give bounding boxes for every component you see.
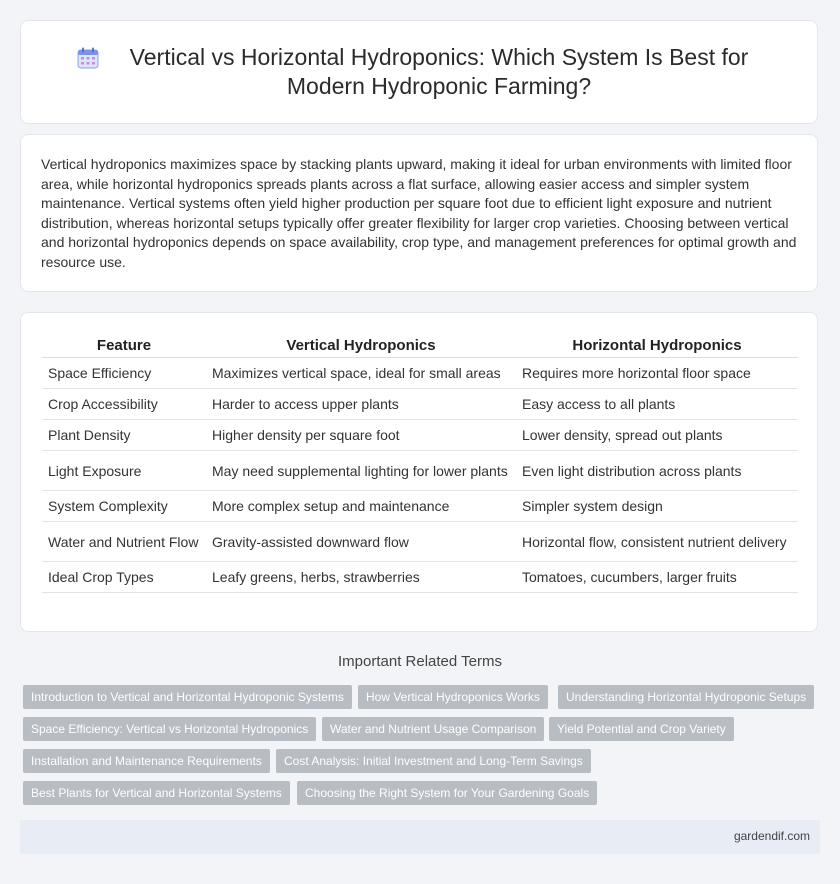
- table-row: [42, 420, 798, 451]
- footer: [20, 820, 820, 854]
- feature-cell: System Complexity: [42, 491, 206, 522]
- vertical-cell: Higher density per square foot: [206, 420, 516, 451]
- vertical-cell: Leafy greens, herbs, strawberries: [206, 562, 516, 593]
- feature-cell: Ideal Crop Types: [42, 562, 206, 593]
- vertical-cell: Maximizes vertical space, ideal for small areas: [206, 358, 516, 389]
- table-row: [42, 562, 798, 593]
- related-terms-heading: Important Related Terms: [338, 653, 502, 670]
- related-term-link[interactable]: Cost Analysis: Initial Investment and Long-Term Savings: [276, 749, 591, 773]
- header-feature: Feature: [42, 333, 206, 358]
- feature-cell: Water and Nutrient Flow: [42, 522, 206, 562]
- table-row: [42, 358, 798, 389]
- feature-cell: Crop Accessibility: [42, 389, 206, 420]
- feature-cell: Light Exposure: [42, 451, 206, 491]
- table-row: [42, 491, 798, 522]
- title-card: [20, 20, 818, 124]
- site-name[interactable]: gardendif.com: [733, 829, 810, 843]
- horizontal-cell: Simpler system design: [516, 491, 798, 522]
- table-row: [42, 522, 798, 562]
- feature-cell: Plant Density: [42, 420, 206, 451]
- related-term-link[interactable]: Space Efficiency: Vertical vs Horizontal Hydroponics: [23, 717, 316, 741]
- related-term-link[interactable]: Choosing the Right System for Your Gardening Goals: [297, 781, 597, 805]
- related-term-link[interactable]: Introduction to Vertical and Horizontal Hydroponic Systems: [23, 685, 352, 709]
- vertical-cell: May need supplemental lighting for lower plants: [206, 451, 516, 491]
- related-term-link[interactable]: Understanding Horizontal Hydroponic Setups: [558, 685, 814, 709]
- horizontal-cell: Horizontal flow, consistent nutrient delivery: [516, 522, 798, 562]
- table-header-row: [42, 333, 798, 358]
- related-term-link[interactable]: How Vertical Hydroponics Works: [358, 685, 548, 709]
- page-title: Vertical vs Horizontal Hydroponics: Which System Is Best for Modern Hydroponic Farming?: [129, 44, 749, 99]
- related-term-link[interactable]: Water and Nutrient Usage Comparison: [322, 717, 544, 741]
- intro-card: [20, 134, 818, 292]
- comparison-table-card: [20, 312, 818, 632]
- intro-paragraph: Vertical hydroponics maximizes space by stacking plants upward, making it ideal for urban environments with limited floor area, while horizontal hydroponics spreads plants across a flat surface, allowing easier access and simpler system maintenance. Vertical systems often yield higher production per square foot due to efficient light exposure and nutrient distribution, whereas horizontal setups typically offer greater flexibility for larger crop varieties. Choosing between vertical and horizontal hydroponics depends on space availability, crop type, and management preferences for optimal growth and resource use.: [41, 156, 797, 270]
- feature-cell: Space Efficiency: [42, 358, 206, 389]
- table-row: [42, 389, 798, 420]
- vertical-cell: Gravity-assisted downward flow: [206, 522, 516, 562]
- table-row: [42, 451, 798, 491]
- comparison-table: [42, 333, 798, 593]
- related-term-link[interactable]: Yield Potential and Crop Variety: [549, 717, 734, 741]
- horizontal-cell: Requires more horizontal floor space: [516, 358, 798, 389]
- related-term-link[interactable]: Installation and Maintenance Requirements: [23, 749, 270, 773]
- horizontal-cell: Lower density, spread out plants: [516, 420, 798, 451]
- horizontal-cell: Even light distribution across plants: [516, 451, 798, 491]
- vertical-cell: Harder to access upper plants: [206, 389, 516, 420]
- horizontal-cell: Tomatoes, cucumbers, larger fruits: [516, 562, 798, 593]
- horizontal-cell: Easy access to all plants: [516, 389, 798, 420]
- header-vertical: Vertical Hydroponics: [206, 333, 516, 358]
- header-horizontal: Horizontal Hydroponics: [516, 333, 798, 358]
- related-term-link[interactable]: Best Plants for Vertical and Horizontal Systems: [23, 781, 290, 805]
- vertical-cell: More complex setup and maintenance: [206, 491, 516, 522]
